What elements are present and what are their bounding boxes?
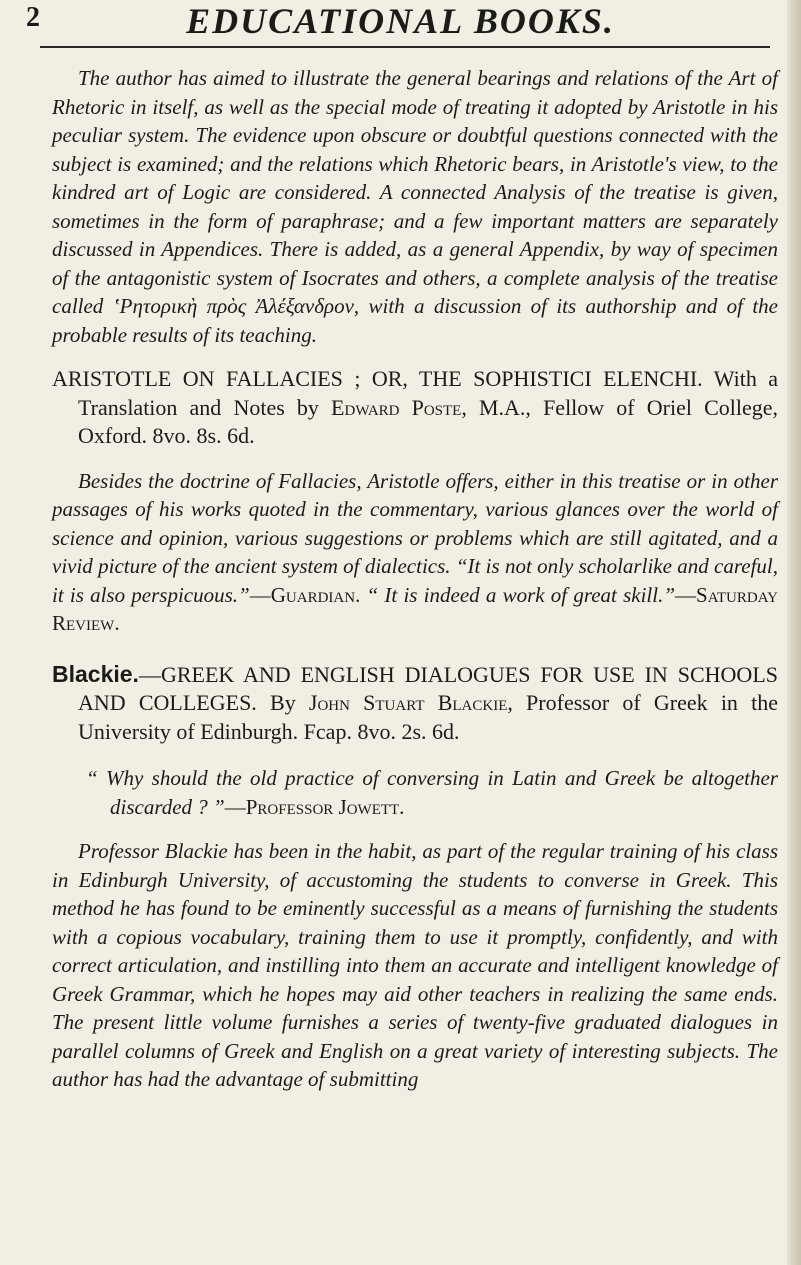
blackie-author: John Stuart Blackie (308, 690, 508, 715)
fallacies-review (52, 467, 778, 638)
fallacies-source-2: —Saturday Review. (52, 582, 778, 635)
fallacies-description: Besides the doctrine of Fallacies, Aristotle offers, either in this treatise or in other passages of his works quoted in the commentary, various glances over the world of science and opinion, various suggestions or problems which are still agitated, and a vivid picture of the ancient system of dialectics. (52, 468, 778, 578)
blackie-entry (52, 660, 778, 747)
page-number: 2 (26, 2, 40, 33)
fallacies-title: ARISTOTLE ON FALLACIES ; OR, THE SOPHISTICI ELENCHI. (52, 366, 703, 391)
blackie-title: —GREEK AND ENGLISH DIALOGUES FOR USE IN SCHOOLS AND COLLEGES. (78, 661, 778, 715)
fallacies-details-prefix: With a Translation and Notes by (78, 366, 779, 420)
fallacies-quote-1: “It is not only scholarlike and careful, it is also perspicuous.” (52, 554, 778, 607)
page-edge-shadow (787, 0, 801, 1265)
fallacies-details: , M.A., Fellow of Oriel College, Oxford. 8vo. 8s. 6d. (78, 394, 779, 448)
page-content (52, 64, 778, 1094)
rhetoric-description: The author has aimed to illustrate the general bearings and relations of the Art of Rhetoric in itself, as well as the special mode of treating it adopted by Aristotle in his peculiar system. The evidence upon obscure or doubtful questions connected with the subject is examined; and the relations which Rhetoric bears, in Aristotle's view, to the kindred art of Logic are considered. A connected Analysis of the treatise is given, sometimes in the form of paraphrase; and a few important matters are separately discussed in Appendices. There is added, as a general Appendix, by way of specimen of the antagonistic system of Isocrates and others, a complete analysis of the treatise called ʽΡητορικὴ πρὸς Ἀλέξανδρον, with a discussion of its authorship and of the probable results of its teaching. (52, 66, 778, 347)
blackie-quote-source: —Professor Jowett. (224, 794, 405, 819)
blackie-lead: Blackie. (52, 660, 139, 687)
blackie-details: , Professor of Greek in the University of Edinburgh. Fcap. 8vo. 2s. 6d. (78, 690, 779, 744)
blackie-quote-block (52, 764, 778, 821)
blackie-by: By (270, 690, 296, 715)
fallacies-author: Edward Poste (331, 394, 462, 420)
fallacies-source-1: —Guardian. (249, 582, 361, 607)
blackie-quote: “ Why should the old practice of conversing in Latin and Greek be altogether discarded ? ” (86, 766, 778, 819)
fallacies-quote-2: “ It is indeed a work of great skill.” (366, 582, 676, 607)
fallacies-entry (52, 365, 778, 451)
header-rule (40, 46, 770, 48)
blackie-description: Professor Blackie has been in the habit, as part of the regular training of his class in Edinburgh University, of accustoming the students to converse in Greek. This method he has found to be eminently successful as a means of furnishing the students with a copious vocabulary, training them to use it promptly, confidently, and with correct articulation, and instilling into them an accurate and intelligent knowledge of Greek Grammar, which he hopes may aid other teachers in realizing the same ends. The present little volume furnishes a series of twenty-five graduated dialogues in parallel columns of Greek and English on a great variety of interesting subjects. The author has had the advantage of submitting (52, 839, 778, 1091)
running-header: EDUCATIONAL BOOKS. (186, 1, 615, 41)
